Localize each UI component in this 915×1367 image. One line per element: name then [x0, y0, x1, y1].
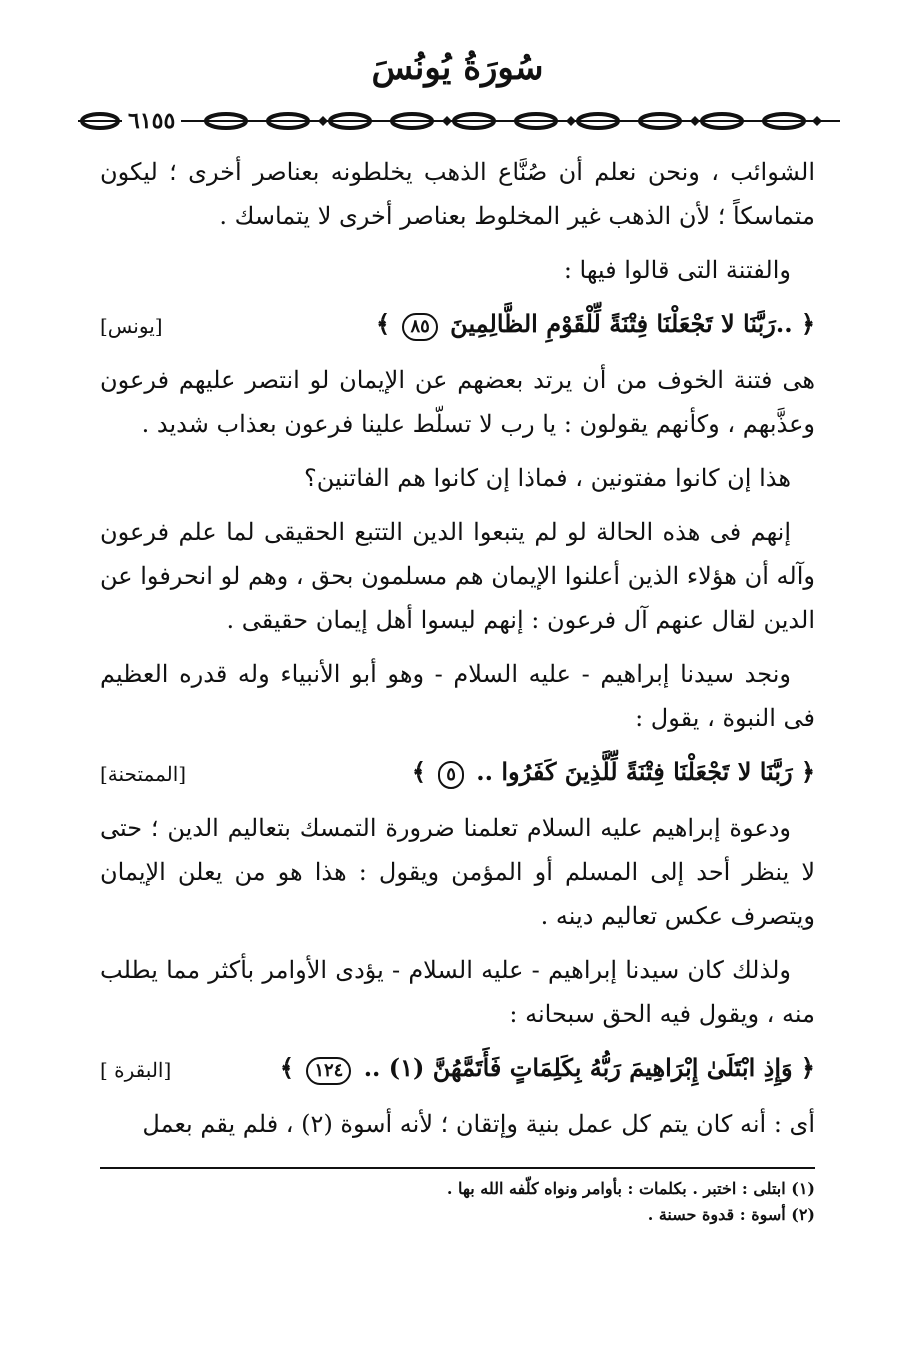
- paragraph: ولذلك كان سيدنا إبراهيم - عليه السلام - يؤدى الأوامر بأكثر مما يطلب منه ، ويقول فيه الحق سبحانه :: [100, 956, 815, 1028]
- footnotes: [100, 1176, 815, 1228]
- verse-close-bracket: ﴾: [279, 1053, 294, 1082]
- surah-reference: [يونس]: [100, 314, 163, 338]
- ayah-number: ٥: [438, 761, 464, 789]
- paragraph: والفتنة التى قالوا فيها :: [563, 256, 791, 284]
- paragraph: هذا إن كانوا مفتونين ، فماذا إن كانوا هم الفاتنين؟: [304, 464, 791, 492]
- quran-verse: [100, 750, 815, 798]
- surah-reference: [الممتحنة]: [100, 762, 187, 786]
- quran-verse: [100, 302, 815, 350]
- verse-words: ﴿ ..رَبَّنَا لا تَجْعَلْنَا فِتْنَةً لِّلْقَوْمِ الظَّالِمِينَ: [450, 309, 815, 338]
- paragraph: ونجد سيدنا إبراهيم - عليه السلام - وهو أبو الأنبياء وله قدره العظيم فى النبوة ، يقول :: [100, 660, 815, 732]
- footnote: (١) ابتلى : اختبر . بكلمات : بأوامر ونواه كلّفه الله بها .: [446, 1179, 815, 1198]
- verse-close-bracket: ﴾: [376, 309, 391, 338]
- paragraph: إنهم فى هذه الحالة لو لم يتبعوا الدين التتبع الحقيقى لما علم فرعون وآله أن هؤلاء الذين أعلنوا الإيمان هم مسلمون بحق ، وهم لو انحرفوا عن الدين لقال عنهم آل فرعون : إنهم ليسوا أهل إيمان حقيقى .: [100, 518, 815, 634]
- surah-reference: [البقرة ]: [100, 1058, 172, 1082]
- paragraph: هى فتنة الخوف من أن يرتد بعضهم عن الإيمان لو انتصر عليهم فرعون وعذَّبهم ، وكأنهم يقولون : يا رب لا تسلّط علينا فرعون بعذاب شديد .: [100, 366, 815, 438]
- verse-text: [280, 1046, 815, 1090]
- paragraph: أى : أنه كان يتم كل عمل بنية وإتقان ؛ لأنه أسوة (٢) ، فلم يقم بعمل: [142, 1110, 815, 1138]
- verse-close-bracket: ﴾: [411, 757, 426, 786]
- paragraph: الشوائب ، ونحن نعلم أن صُنَّاع الذهب يخلطونه بعناصر أخرى ؛ ليكون متماسكاً ؛ لأن الذهب غير المخلوط بعناصر أخرى لا يتماسك .: [100, 158, 815, 230]
- footnote: (٢) أسوة : قدوة حسنة .: [647, 1205, 815, 1224]
- paragraph: ودعوة إبراهيم عليه السلام تعلمنا ضرورة التمسك بتعاليم الدين ؛ حتى لا ينظر أحد إلى المسلم أو المؤمن ويقول : هذا هو من يعلن الإيمان ويتصرف عكس تعاليم دينه .: [100, 814, 815, 930]
- verse-words: ﴿ وَإِذِ ابْتَلَىٰ إِبْرَاهِيمَ رَبُّهُ بِكَلِمَاتٍ فَأَتَمَّهُنَّ (١) ..: [363, 1053, 815, 1082]
- chain-ornament: [78, 110, 840, 132]
- page-body: [100, 150, 815, 1156]
- page-number: ٦١٥٥: [122, 108, 181, 134]
- verse-text: [412, 750, 815, 794]
- footnote-divider: [100, 1167, 815, 1169]
- ayah-number: ١٢٤: [306, 1057, 351, 1085]
- surah-title: سُورَةُ يُونُسَ: [371, 48, 544, 88]
- verse-text: [376, 302, 815, 346]
- verse-words: ﴿ رَبَّنَا لا تَجْعَلْنَا فِتْنَةً لِّلَّذِينَ كَفَرُوا ..: [476, 757, 815, 786]
- ayah-number: ٨٥: [402, 313, 437, 341]
- quran-verse: [100, 1046, 815, 1094]
